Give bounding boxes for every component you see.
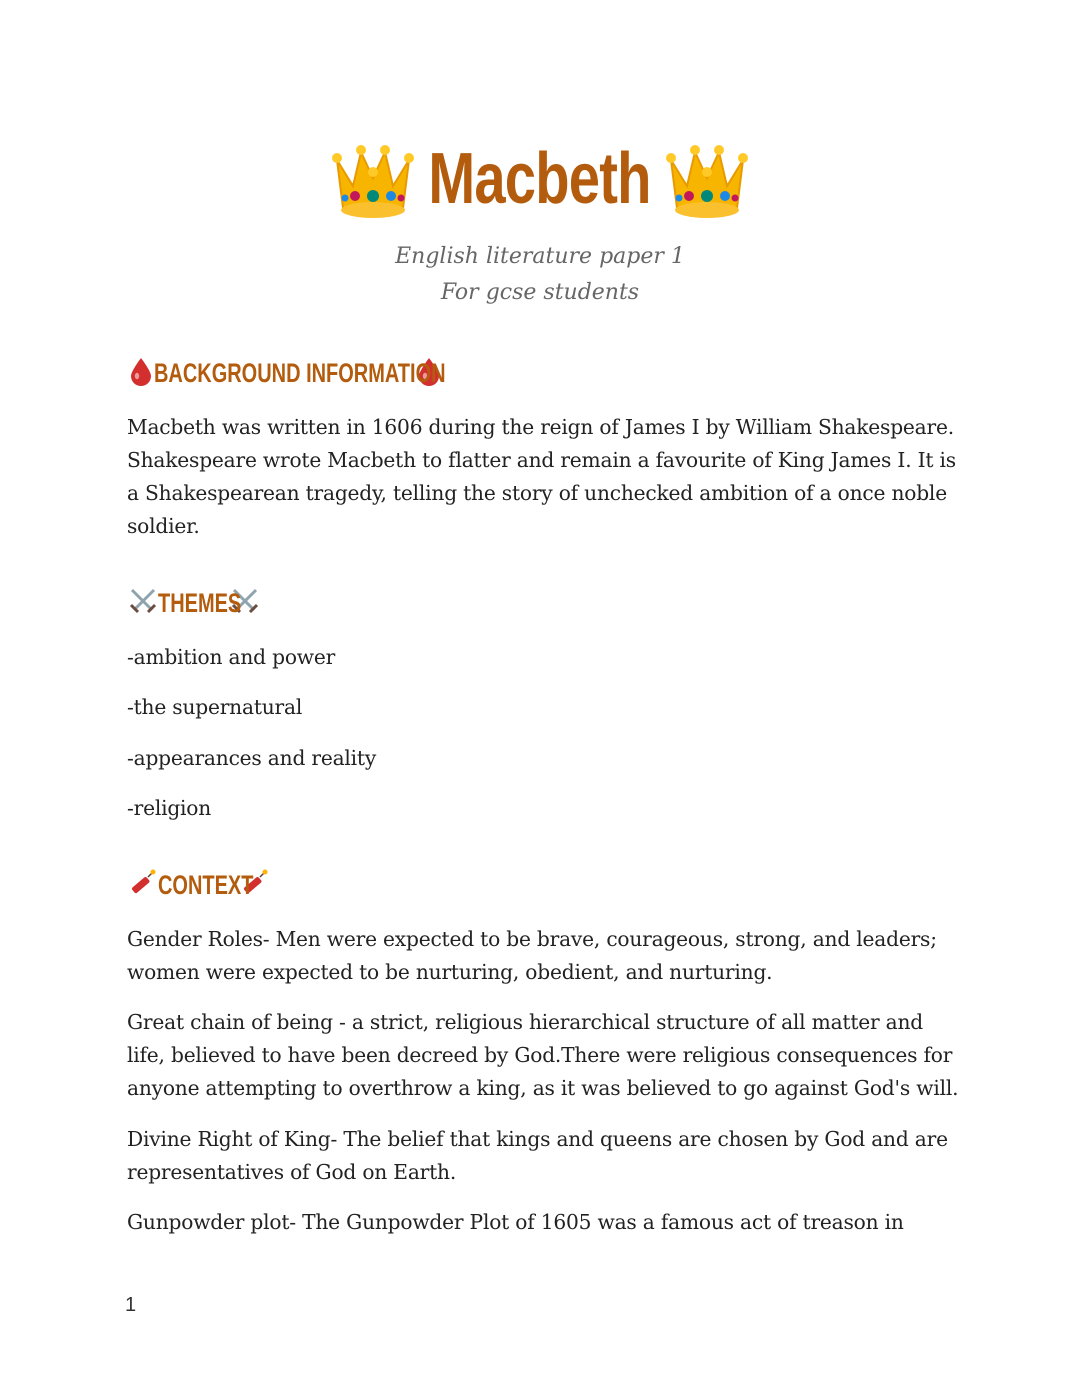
text-line: Shakespeare wrote Macbeth to flatter and remain a favourite of King James I. It is (127, 448, 956, 472)
text-line: a Shakespearean tragedy, telling the story of unchecked ambition of a once noble (127, 481, 947, 505)
context-paragraph-gunpowder-plot (127, 1206, 967, 1239)
text-line: anyone attempting to overthrow a king, as it was believed to go against God's will. (127, 1076, 959, 1100)
heading-text: THEMES (158, 587, 242, 618)
title-row (0, 138, 1080, 220)
heading-text: BACKGROUND INFORMATION (154, 357, 446, 388)
crossed-swords-icon (128, 586, 158, 620)
theme-item: -the supernatural (127, 695, 303, 719)
heading-background-information (128, 355, 446, 391)
text-line: Gender Roles- Men were expected to be brave, courageous, strong, and leaders; (127, 927, 937, 951)
background-paragraph (127, 411, 967, 543)
blood-drop-icon (128, 356, 154, 390)
text-line: Macbeth was written in 1606 during the reign of James I by William Shakespeare. (127, 415, 954, 439)
subtitle-line-1: English literature paper 1 (395, 244, 685, 269)
context-paragraph-divine-right (127, 1123, 967, 1189)
text-line: soldier. (127, 514, 200, 538)
theme-item: -appearances and reality (127, 746, 377, 770)
crown-icon (331, 138, 415, 220)
firecracker-icon (128, 868, 158, 902)
heading-text: CONTEXT (158, 869, 254, 900)
text-line: life, believed to have been decreed by God.There were religious consequences for (127, 1043, 953, 1067)
context-paragraph-great-chain (127, 1006, 967, 1105)
text-line: Divine Right of King- The belief that kings and queens are chosen by God and are (127, 1127, 948, 1151)
theme-item: -ambition and power (127, 645, 336, 669)
theme-item: -religion (127, 796, 212, 820)
text-line: women were expected to be nurturing, obedient, and nurturing. (127, 960, 773, 984)
crown-icon (665, 138, 749, 220)
text-line: Gunpowder plot- The Gunpowder Plot of 1605 was a famous act of treason in (127, 1210, 904, 1234)
context-paragraph-gender-roles (127, 923, 967, 989)
heading-themes (128, 585, 260, 621)
text-line: representatives of God on Earth. (127, 1160, 457, 1184)
subtitle-line-2: For gcse students (440, 280, 640, 305)
document-title: Macbeth (428, 139, 652, 219)
page-number: 1 (125, 1294, 137, 1316)
heading-context (128, 867, 270, 903)
text-line: Great chain of being - a strict, religious hierarchical structure of all matter and (127, 1010, 924, 1034)
